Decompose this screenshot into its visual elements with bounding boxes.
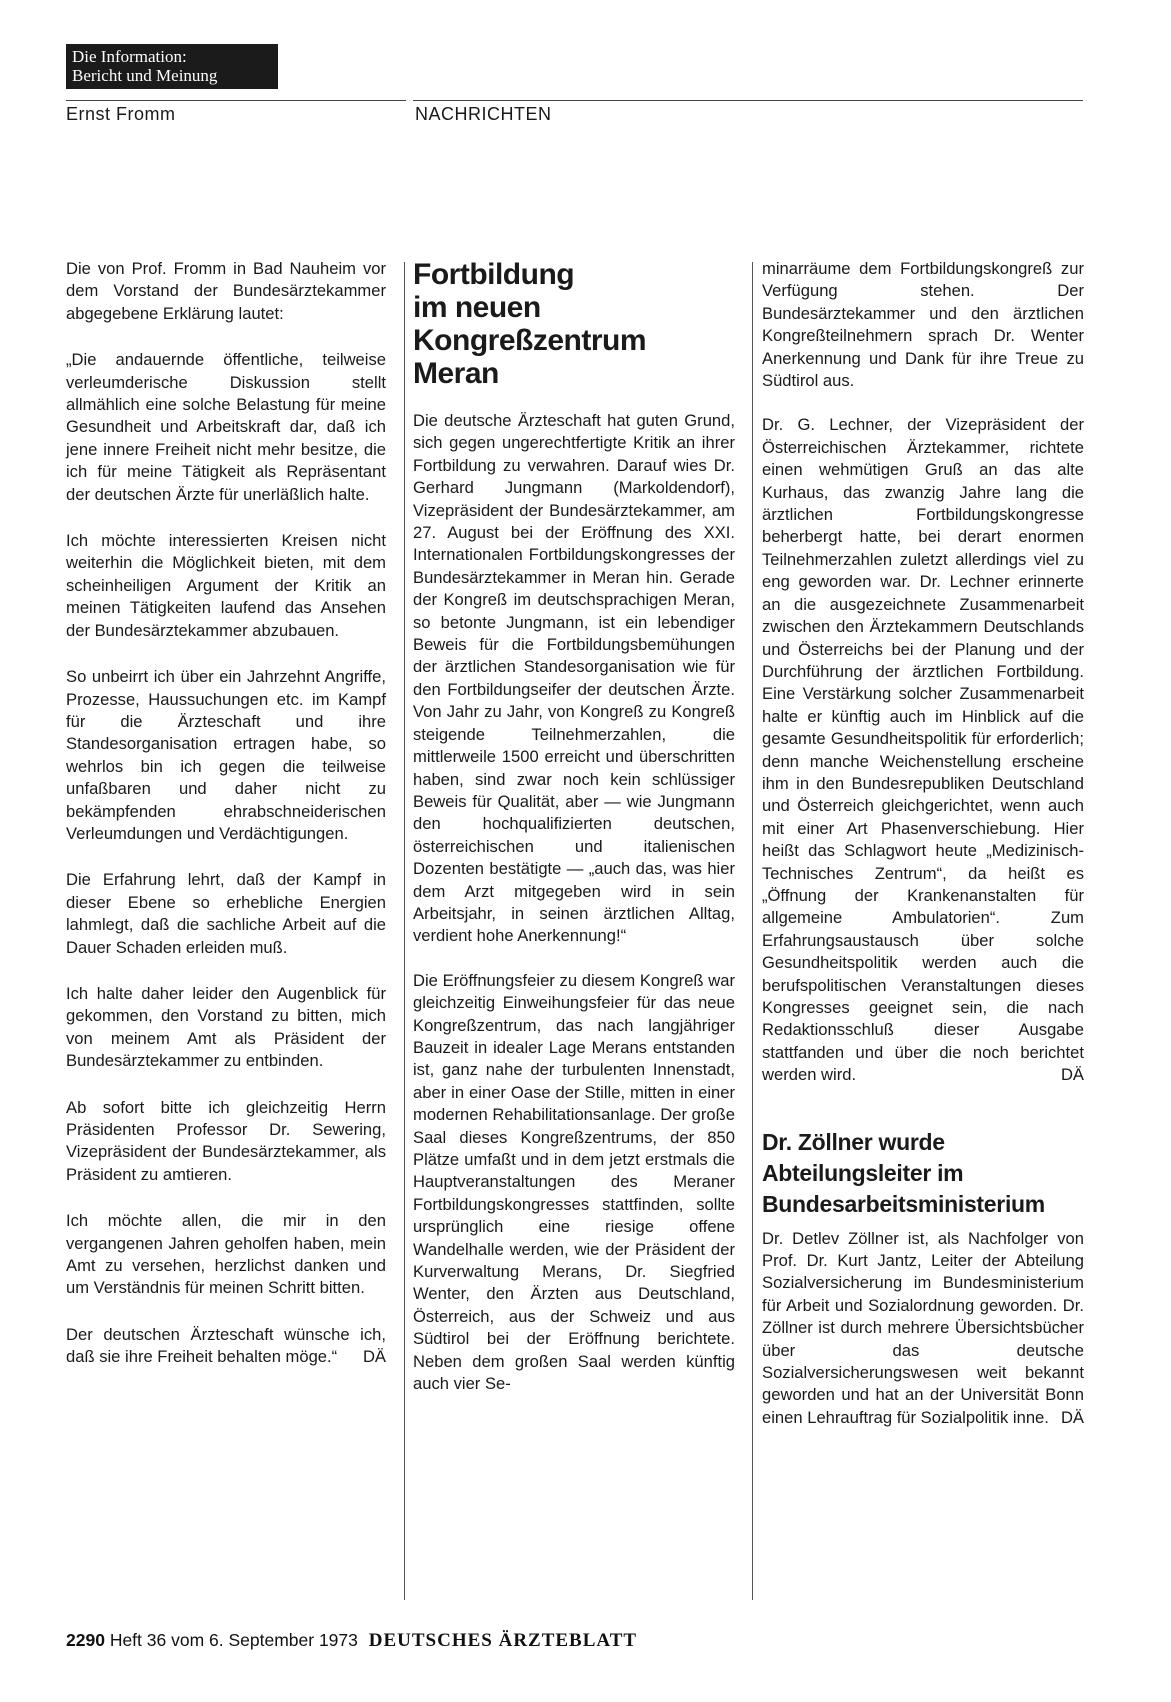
article2-signature: DÄ — [1060, 1407, 1084, 1427]
header-rule-left — [66, 100, 406, 101]
column-rule-1 — [404, 262, 405, 1600]
headline-line: Bundesarbeitsministerium — [762, 1190, 1045, 1217]
statement-paragraph: Ich möchte allen, die mir in den vergangenen Jahren geholfen haben, mein Amt zu versehen, herzlichst danken und um Verständnis für meinen Schritt bitten. — [66, 1211, 386, 1298]
article-paragraph: Die deutsche Ärzteschaft hat guten Grund, sich gegen ungerechtfertigte Kritik an ihrer Fortbildung zu verwahren. Darauf wies Dr. Gerhard Jungmann (Markoldendorf), Vizepräsident der Bundesärztekammer, am 27. August bei der Eröffnung des XXI. Internationalen Fortbildungskongresses der Bundesärztekammer in Meran hin. Gerade der Kongreß im deutschsprachigen Meran, so betonte Jungmann, ist ein lebendiger Beweis für die Fortbildungsbemühungen der ärztlichen Standesorganisation wie für den Fortbildungseifer der deutschen Ärzte. Von Jahr zu Jahr, von Kongreß zu Kongreß steigende Teilnehmerzahlen, die mittlerweile 1500 erreicht und überschritten haben, sind zwar noch kein schlüssiger Beweis für Qualität, aber — wie Jungmann den hochqualifizierten deutschen, österreichischen und italienischen Dozenten bestätigte — „auch das, was hier dem Arzt mitgegeben wird in sein Arbeitsjahr, in seinen ärztlichen Alltag, verdient hohe Anerkennung!“ — [413, 411, 735, 946]
statement-paragraph: „Die andauernde öffentliche, teilweise verleumderische Diskussion stellt allmählich eine solche Belastung für meine Gesundheit und Arbeitskraft dar, daß ich jene innere Freiheit nicht mehr besitze, die ich für meine Tätigkeit als Repräsentant der deutschen Ärzte für unerläßlich halte. — [66, 350, 386, 504]
headline-line: im neuen — [413, 291, 541, 324]
rubric-line-1: Die Information: — [72, 47, 187, 66]
statement-paragraph: Ab sofort bitte ich gleichzeitig Herrn Präsidenten Professor Dr. Sewering, Vizepräsident der Bundesärztekammer, als Präsident zu amtieren. — [66, 1097, 386, 1184]
article2-headline — [762, 1127, 1084, 1220]
section-label: NACHRICHTEN — [415, 104, 552, 124]
statement-paragraph: Die von Prof. Fromm in Bad Nauheim vor dem Vorstand der Bundesärztekammer abgegebene Erklärung lautet: — [66, 259, 386, 323]
statement-column — [66, 258, 386, 1393]
statement-paragraph: Ich möchte interessierten Kreisen nicht weiterhin die Möglichkeit bieten, mit dem scheinheiligen Argument der Kritik an meinen Tätigkeiten laufend das Ansehen der Bundesärztekammer abzubauen. — [66, 531, 386, 640]
article-column-3 — [762, 258, 1084, 1451]
column-rule-2 — [752, 262, 753, 1600]
journal-title: DEUTSCHES ÄRZTEBLATT — [368, 1630, 638, 1651]
article-text: Dr. G. Lechner, der Vizepräsident der Österreichischen Ärztekammer, richtete einen wehmütigen Gruß an das alte Kurhaus, das zwanzig Jahre lang die ärztlichen Fortbildungskongresse beherbergt hatte, bei derart enormen Teilnehmerzahlen zuletzt allerdings viel zu eng geworden war. Dr. Lechner erinnerte an die ausgezeichnete Zusammenarbeit zwischen den Ärztekammern Deutschlands und Österreichs bei der Planung und der Durchführung der ärztlichen Fortbildung. Eine Verstärkung solcher Zusammenarbeit halte er künftig auch im Hinblick auf die gesamte Gesundheitspolitik für erforderlich; denn manche Weichenstellung erscheine ihm in den Bundesrepubliken Deutschland und Österreich gleichgerichtet, wenn auch mit einer Art Phasenverschiebung. Hier heißt das Schlagwort heute „Medizinisch-Technisches Zentrum“, da heißt es „Öffnung der Krankenanstalten für allgemeine Ambulatorien“. Zum Erfahrungsaustausch über solche Gesundheitspolitik werden auch die berufspolitischen Veranstaltungen dieses Kongresses geeignet sein, die nach Redaktionsschluß dieser Ausgabe stattfanden und über die noch berichtet werden wird. — [762, 415, 1084, 1085]
statement-text: Der deutschen Ärzteschaft wünsche ich, daß sie ihre Freiheit behalten möge.“ — [66, 1324, 386, 1367]
article-headline — [413, 258, 735, 390]
statement-signature: DÄ — [362, 1347, 386, 1367]
article-signature: DÄ — [1060, 1065, 1084, 1085]
header-rule-right — [413, 100, 1083, 101]
headline-line: Fortbildung — [413, 258, 575, 291]
author-name: Ernst Fromm — [66, 104, 176, 124]
issue-info: Heft 36 vom 6. September 1973 — [109, 1630, 358, 1650]
statement-paragraph-last — [66, 1324, 386, 1369]
article-paragraph-continued: minarräume dem Fortbildungskongreß zur Verfügung stehen. Der Bundesärztekammer und den ärztlichen Kongreßteilnehmern sprach Dr. Wenter Anerkennung und Dank für ihre Treue zu Südtirol aus. — [762, 259, 1084, 391]
statement-paragraph: Ich halte daher leider den Augenblick für gekommen, den Vorstand zu bitten, mich von meinem Amt als Präsident der Bundesärztekammer zu entbinden. — [66, 983, 386, 1071]
article-column-2 — [413, 258, 735, 1395]
article-paragraph-split: Die Eröffnungsfeier zu diesem Kongreß war gleichzeitig Einweihungsfeier für das neue Kongreßzentrum, das nach langjähriger Bauzeit in idealer Lage Merans entstanden ist, ganz nahe der turbulenten Innenstadt, aber in einer Oase der Stille, mitten in einer modernen Rehabilitationsanlage. Der große Saal dieses Kongreßzentrums, der 850 Plätze umfaßt und in dem jetzt erstmals die Hauptveranstaltungen des Meraner Fortbildungskongresses stattfinden, sollte ursprünglich eine riesige offene Wandelhalle werden, wie der Präsident der Kurverwaltung Merans, Dr. Siegfried Wenter, den Ärzten aus Deutschland, Österreich, aus der Schweiz und aus Südtirol bei der Eröffnung berichtete. Neben dem großen Saal werden künftig auch vier Se- — [413, 970, 735, 1394]
statement-paragraph: Die Erfahrung lehrt, daß der Kampf in dieser Ebene so erhebliche Energien lahmlegt, daß die sachliche Arbeit auf die Dauer Schaden erleiden muß. — [66, 870, 386, 957]
statement-paragraph: So unbeirrt ich über ein Jahrzehnt Angriffe, Prozesse, Haussuchungen etc. im Kampf für die Ärzteschaft und ihre Standesorganisation ertragen habe, so wehrlos bin ich gegen die teilweise unfaßbaren und daher nicht zu bekämpfenden ehrabschneiderischen Verleumdungen und Verdächtigungen. — [66, 667, 386, 843]
page-number: 2290 — [66, 1630, 105, 1650]
article2-text: Dr. Detlev Zöllner ist, als Nachfolger von Prof. Dr. Kurt Jantz, Leiter der Abteilung Sozialversicherung im Bundesministerium für Arbeit und Sozialordnung geworden. Dr. Zöllner ist durch mehrere Übersichtsbücher über das deutsche Sozialversicherungswesen weit bekannt geworden und hat an der Universität Bonn einen Lehrauftrag für Sozialpolitik inne. — [762, 1228, 1084, 1427]
article-paragraph-last — [762, 414, 1084, 1086]
rubric-line-2: Bericht und Meinung — [72, 66, 218, 85]
headline-line: Kongreßzentrum — [413, 324, 646, 357]
page-footer — [66, 1630, 637, 1652]
headline-line: Meran — [413, 357, 499, 390]
rubric-box — [66, 44, 278, 89]
article2-paragraph — [762, 1228, 1084, 1430]
headline-line: Abteilungsleiter im — [762, 1159, 964, 1186]
headline-line: Dr. Zöllner wurde — [762, 1128, 945, 1155]
